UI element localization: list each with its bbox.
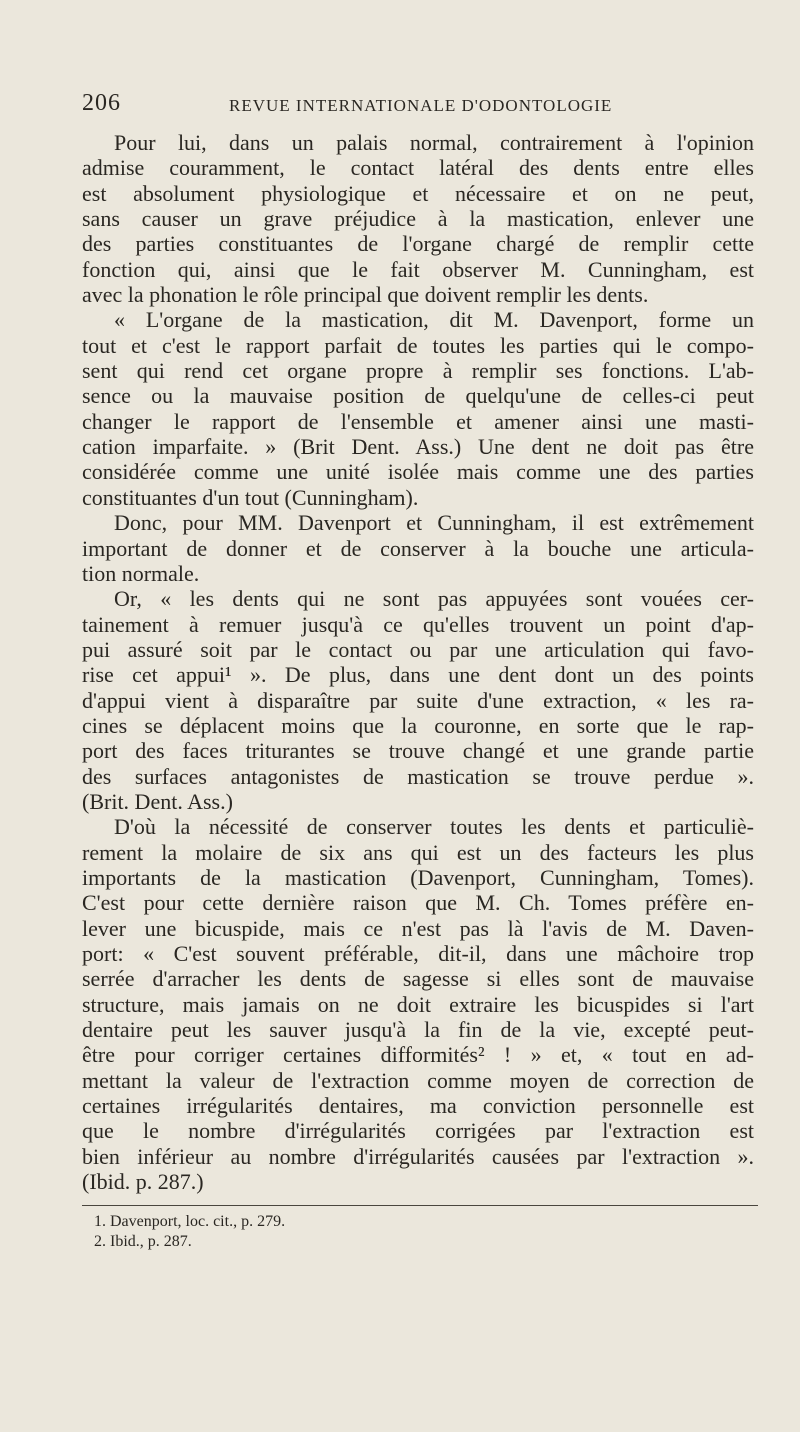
- footnote-divider: [82, 1205, 758, 1206]
- text-line: mettant la valeur de l'extraction comme moyen de correction de: [82, 1067, 754, 1093]
- text-line: cines se déplacent moins que la couronne, en sorte que le rap-: [82, 712, 754, 738]
- footnotes: [90, 1212, 590, 1252]
- text-line: (Brit. Dent. Ass.): [82, 788, 233, 814]
- text-line: port des faces triturantes se trouve changé et une grande partie: [82, 738, 754, 764]
- footnote: 2. Ibid., p. 287.: [94, 1233, 192, 1250]
- text-line: tainement à remuer jusqu'à ce qu'elles trouvent un point d'ap-: [82, 611, 754, 637]
- text-line: serrée d'arracher les dents de sagesse si elles sont de mauvaise: [82, 966, 754, 992]
- text-line: port: « C'est souvent préférable, dit-il, dans une mâchoire trop: [82, 941, 754, 966]
- body-text: [82, 130, 754, 1194]
- text-line: important de donner et de conserver à la bouche une articula-: [82, 535, 754, 561]
- text-line: être pour corriger certaines difformités² ! » et, « tout en ad-: [82, 1042, 754, 1068]
- text-line: rise cet appui¹ ». De plus, dans une dent dont un des points: [82, 662, 754, 688]
- text-line: lever une bicuspide, mais ce n'est pas là l'avis de M. Daven-: [82, 915, 754, 941]
- text-line: Donc, pour MM. Davenport et Cunningham, il est extrêmement: [114, 510, 754, 536]
- text-line: constituantes d'un tout (Cunningham).: [82, 484, 419, 510]
- running-head: [82, 90, 754, 120]
- text-line: des surfaces antagonistes de mastication se trouve perdue ».: [82, 763, 754, 789]
- text-line: tion normale.: [82, 560, 200, 586]
- text-line: avec la phonation le rôle principal que doivent remplir les dents.: [82, 282, 649, 308]
- text-line: d'appui vient à disparaître par suite d'une extraction, « les ra-: [82, 687, 754, 713]
- text-line: C'est pour cette dernière raison que M. Ch. Tomes préfère en-: [82, 890, 754, 916]
- journal-title: REVUE INTERNATIONALE D'ODONTOLOGIE: [229, 96, 613, 115]
- text-line: Or, « les dents qui ne sont pas appuyées sont vouées cer-: [114, 586, 754, 612]
- text-line: pui assuré soit par le contact ou par une articulation qui favo-: [82, 636, 754, 662]
- text-line: admise couramment, le contact latéral des dents entre elles: [82, 155, 754, 181]
- text-line: changer le rapport de l'ensemble et amener ainsi une masti-: [82, 408, 754, 434]
- text-line: importants de la mastication (Davenport, Cunningham, Tomes).: [82, 864, 754, 890]
- footnote: 1. Davenport, loc. cit., p. 279.: [94, 1213, 286, 1230]
- text-line: dentaire peut les sauver jusqu'à la fin de la vie, excepté peut-: [82, 1017, 754, 1043]
- text-line: est absolument physiologique et nécessaire et on ne peut,: [82, 180, 754, 206]
- text-line: structure, mais jamais on ne doit extraire les bicuspides si l'art: [82, 991, 754, 1017]
- text-line: fonction qui, ainsi que le fait observer M. Cunningham, est: [82, 256, 754, 282]
- page-number: 206: [82, 90, 121, 116]
- text-line: cation imparfaite. » (Brit Dent. Ass.) Une dent ne doit pas être: [82, 434, 754, 460]
- text-line: considérée comme une unité isolée mais comme une des parties: [82, 459, 754, 485]
- text-line: sent qui rend cet organe propre à remplir ses fonctions. L'ab-: [82, 358, 754, 384]
- text-line: que le nombre d'irrégularités corrigées par l'extraction est: [82, 1118, 754, 1144]
- text-line: sence ou la mauvaise position de quelqu'une de celles-ci peut: [82, 383, 754, 409]
- text-line: certaines irrégularités dentaires, ma conviction personnelle est: [82, 1093, 754, 1119]
- text-line: tout et c'est le rapport parfait de toutes les parties qui le compo-: [82, 332, 754, 358]
- text-line: des parties constituantes de l'organe chargé de remplir cette: [82, 231, 754, 257]
- text-line: D'où la nécessité de conserver toutes les dents et particuliè-: [114, 814, 754, 840]
- text-line: (Ibid. p. 287.): [82, 1169, 204, 1195]
- text-line: sans causer un grave préjudice à la mastication, enlever une: [82, 206, 754, 232]
- text-line: bien inférieur au nombre d'irrégularités causées par l'extraction ».: [82, 1143, 754, 1169]
- text-line: « L'organe de la mastication, dit M. Davenport, forme un: [114, 307, 754, 333]
- text-line: Pour lui, dans un palais normal, contrairement à l'opinion: [114, 130, 754, 155]
- text-line: rement la molaire de six ans qui est un des facteurs les plus: [82, 839, 754, 865]
